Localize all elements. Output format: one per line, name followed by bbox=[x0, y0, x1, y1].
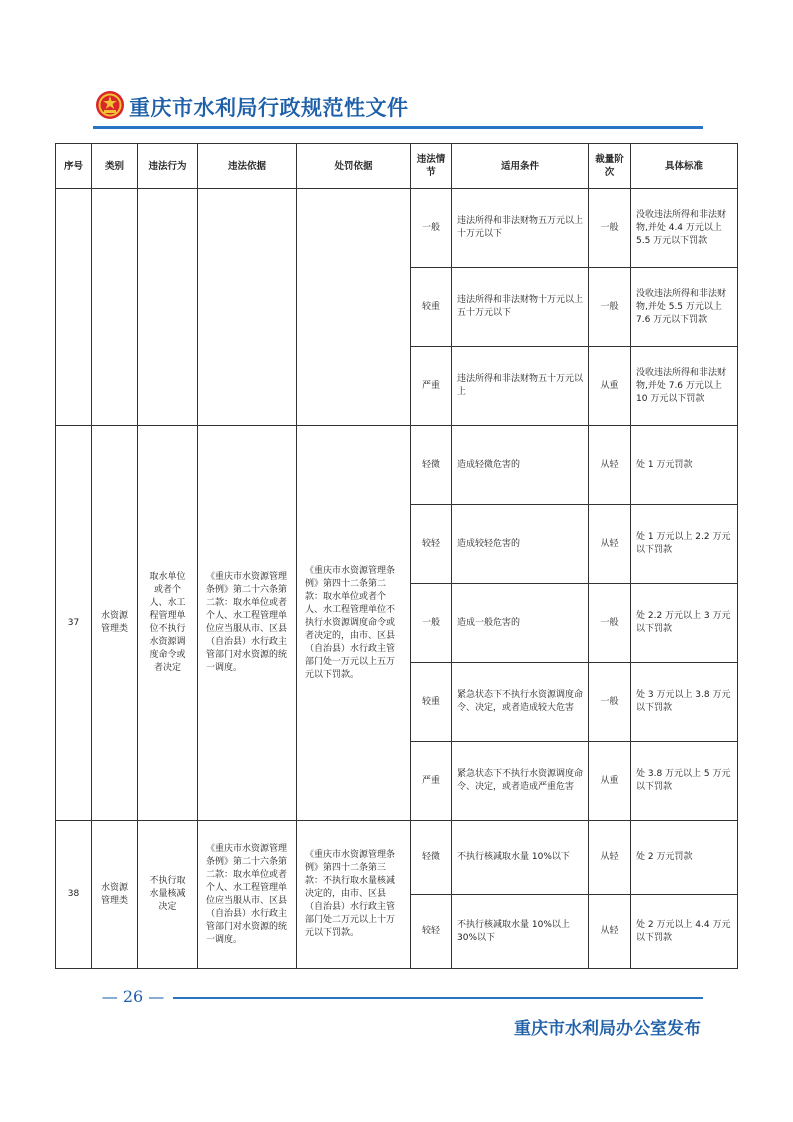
cell-standard: 没收违法所得和非法财物,并处 7.6 万元以上 10 万元以下罚款 bbox=[631, 347, 738, 426]
cell-standard: 处 1 万元以上 2.2 万元以下罚款 bbox=[631, 505, 738, 584]
cell-act: 取水单位或者个人、水工程管理单位不执行水资源调度命令或者决定 bbox=[138, 426, 198, 821]
cell-category: 水资源管理类 bbox=[92, 821, 138, 969]
cell-penalty-basis: 《重庆市水资源管理条例》第四十二条第三款：不执行取水量核减决定的，由市、区县（自治县）水行政主管部门处二万元以上十万元以下罚款。 bbox=[297, 821, 411, 969]
cell-act bbox=[138, 189, 198, 426]
column-header: 违法行为 bbox=[138, 144, 198, 189]
column-header: 适用条件 bbox=[452, 144, 589, 189]
cell-standard: 处 2 万元以上 4.4 万元以下罚款 bbox=[631, 895, 738, 969]
cell-standard: 处 1 万元罚款 bbox=[631, 426, 738, 505]
cell-condition: 不执行核减取水量 10%以下 bbox=[452, 821, 589, 895]
cell-level: 一般 bbox=[589, 268, 631, 347]
cell-standard: 处 3 万元以上 3.8 万元以下罚款 bbox=[631, 663, 738, 742]
cell-no: 38 bbox=[56, 821, 92, 969]
cell-penalty-basis: 《重庆市水资源管理条例》第四十二条第二款：取水单位或者个人、水工程管理单位不执行水资源调度命令或者决定的，由市、区县（自治县）水行政主管部门处一万元以上五万元以下罚款。 bbox=[297, 426, 411, 821]
cell-condition: 违法所得和非法财物五十万元以上 bbox=[452, 347, 589, 426]
cell-no bbox=[56, 189, 92, 426]
cell-circumstance: 一般 bbox=[411, 584, 452, 663]
cell-standard: 处 2 万元罚款 bbox=[631, 821, 738, 895]
column-header: 具体标准 bbox=[631, 144, 738, 189]
cell-circumstance: 严重 bbox=[411, 742, 452, 821]
column-header: 处罚依据 bbox=[297, 144, 411, 189]
header-title: 重庆市水利局行政规范性文件 bbox=[129, 95, 409, 120]
table-header-row bbox=[56, 144, 738, 189]
table-row bbox=[56, 821, 738, 895]
cell-condition: 违法所得和非法财物十万元以上五十万元以下 bbox=[452, 268, 589, 347]
cell-law-basis: 《重庆市水资源管理条例》第二十六条第二款：取水单位或者个人、水工程管理单位应当服从市、区县（自治县）水行政主管部门对水资源的统一调度。 bbox=[198, 821, 297, 969]
cell-condition: 违法所得和非法财物五万元以上十万元以下 bbox=[452, 189, 589, 268]
column-header: 裁量阶次 bbox=[589, 144, 631, 189]
cell-circumstance: 一般 bbox=[411, 189, 452, 268]
cell-penalty-basis bbox=[297, 189, 411, 426]
table-row bbox=[56, 189, 738, 268]
penalty-standard-table bbox=[55, 143, 738, 969]
table-row bbox=[56, 426, 738, 505]
footer-divider bbox=[93, 997, 703, 999]
cell-standard: 没收违法所得和非法财物,并处 5.5 万元以上 7.6 万元以下罚款 bbox=[631, 268, 738, 347]
column-header: 违法情节 bbox=[411, 144, 452, 189]
cell-condition: 造成一般危害的 bbox=[452, 584, 589, 663]
cell-circumstance: 较轻 bbox=[411, 895, 452, 969]
cell-level: 一般 bbox=[589, 663, 631, 742]
cell-circumstance: 严重 bbox=[411, 347, 452, 426]
national-emblem-icon bbox=[95, 90, 125, 120]
cell-standard: 处 3.8 万元以上 5 万元以下罚款 bbox=[631, 742, 738, 821]
cell-act: 不执行取水量核减决定 bbox=[138, 821, 198, 969]
cell-condition: 不执行核减取水量 10%以上 30%以下 bbox=[452, 895, 589, 969]
cell-circumstance: 轻微 bbox=[411, 821, 452, 895]
cell-category: 水资源管理类 bbox=[92, 426, 138, 821]
cell-level: 从轻 bbox=[589, 505, 631, 584]
cell-level: 一般 bbox=[589, 189, 631, 268]
cell-standard: 没收违法所得和非法财物,并处 4.4 万元以上 5.5 万元以下罚款 bbox=[631, 189, 738, 268]
document-header bbox=[93, 88, 703, 132]
column-header: 类别 bbox=[92, 144, 138, 189]
cell-category bbox=[92, 189, 138, 426]
cell-condition: 紧急状态下不执行水资源调度命令、决定，或者造成严重危害 bbox=[452, 742, 589, 821]
column-header: 序号 bbox=[56, 144, 92, 189]
column-header: 违法依据 bbox=[198, 144, 297, 189]
cell-circumstance: 较重 bbox=[411, 663, 452, 742]
cell-standard: 处 2.2 万元以上 3 万元以下罚款 bbox=[631, 584, 738, 663]
cell-condition: 造成轻微危害的 bbox=[452, 426, 589, 505]
cell-condition: 紧急状态下不执行水资源调度命令、决定，或者造成较大危害 bbox=[452, 663, 589, 742]
cell-level: 从重 bbox=[589, 347, 631, 426]
cell-no: 37 bbox=[56, 426, 92, 821]
cell-level: 从轻 bbox=[589, 895, 631, 969]
cell-law-basis bbox=[198, 189, 297, 426]
cell-circumstance: 较重 bbox=[411, 268, 452, 347]
cell-level: 从轻 bbox=[589, 426, 631, 505]
cell-circumstance: 轻微 bbox=[411, 426, 452, 505]
publisher-label: 重庆市水利局办公室发布 bbox=[514, 1019, 701, 1039]
cell-level: 一般 bbox=[589, 584, 631, 663]
page-number: — 26 — bbox=[93, 986, 173, 1008]
cell-level: 从轻 bbox=[589, 821, 631, 895]
header-divider bbox=[93, 126, 703, 129]
cell-circumstance: 较轻 bbox=[411, 505, 452, 584]
cell-condition: 造成较轻危害的 bbox=[452, 505, 589, 584]
cell-level: 从重 bbox=[589, 742, 631, 821]
cell-law-basis: 《重庆市水资源管理条例》第二十六条第二款：取水单位或者个人、水工程管理单位应当服从市、区县（自治县）水行政主管部门对水资源的统一调度。 bbox=[198, 426, 297, 821]
